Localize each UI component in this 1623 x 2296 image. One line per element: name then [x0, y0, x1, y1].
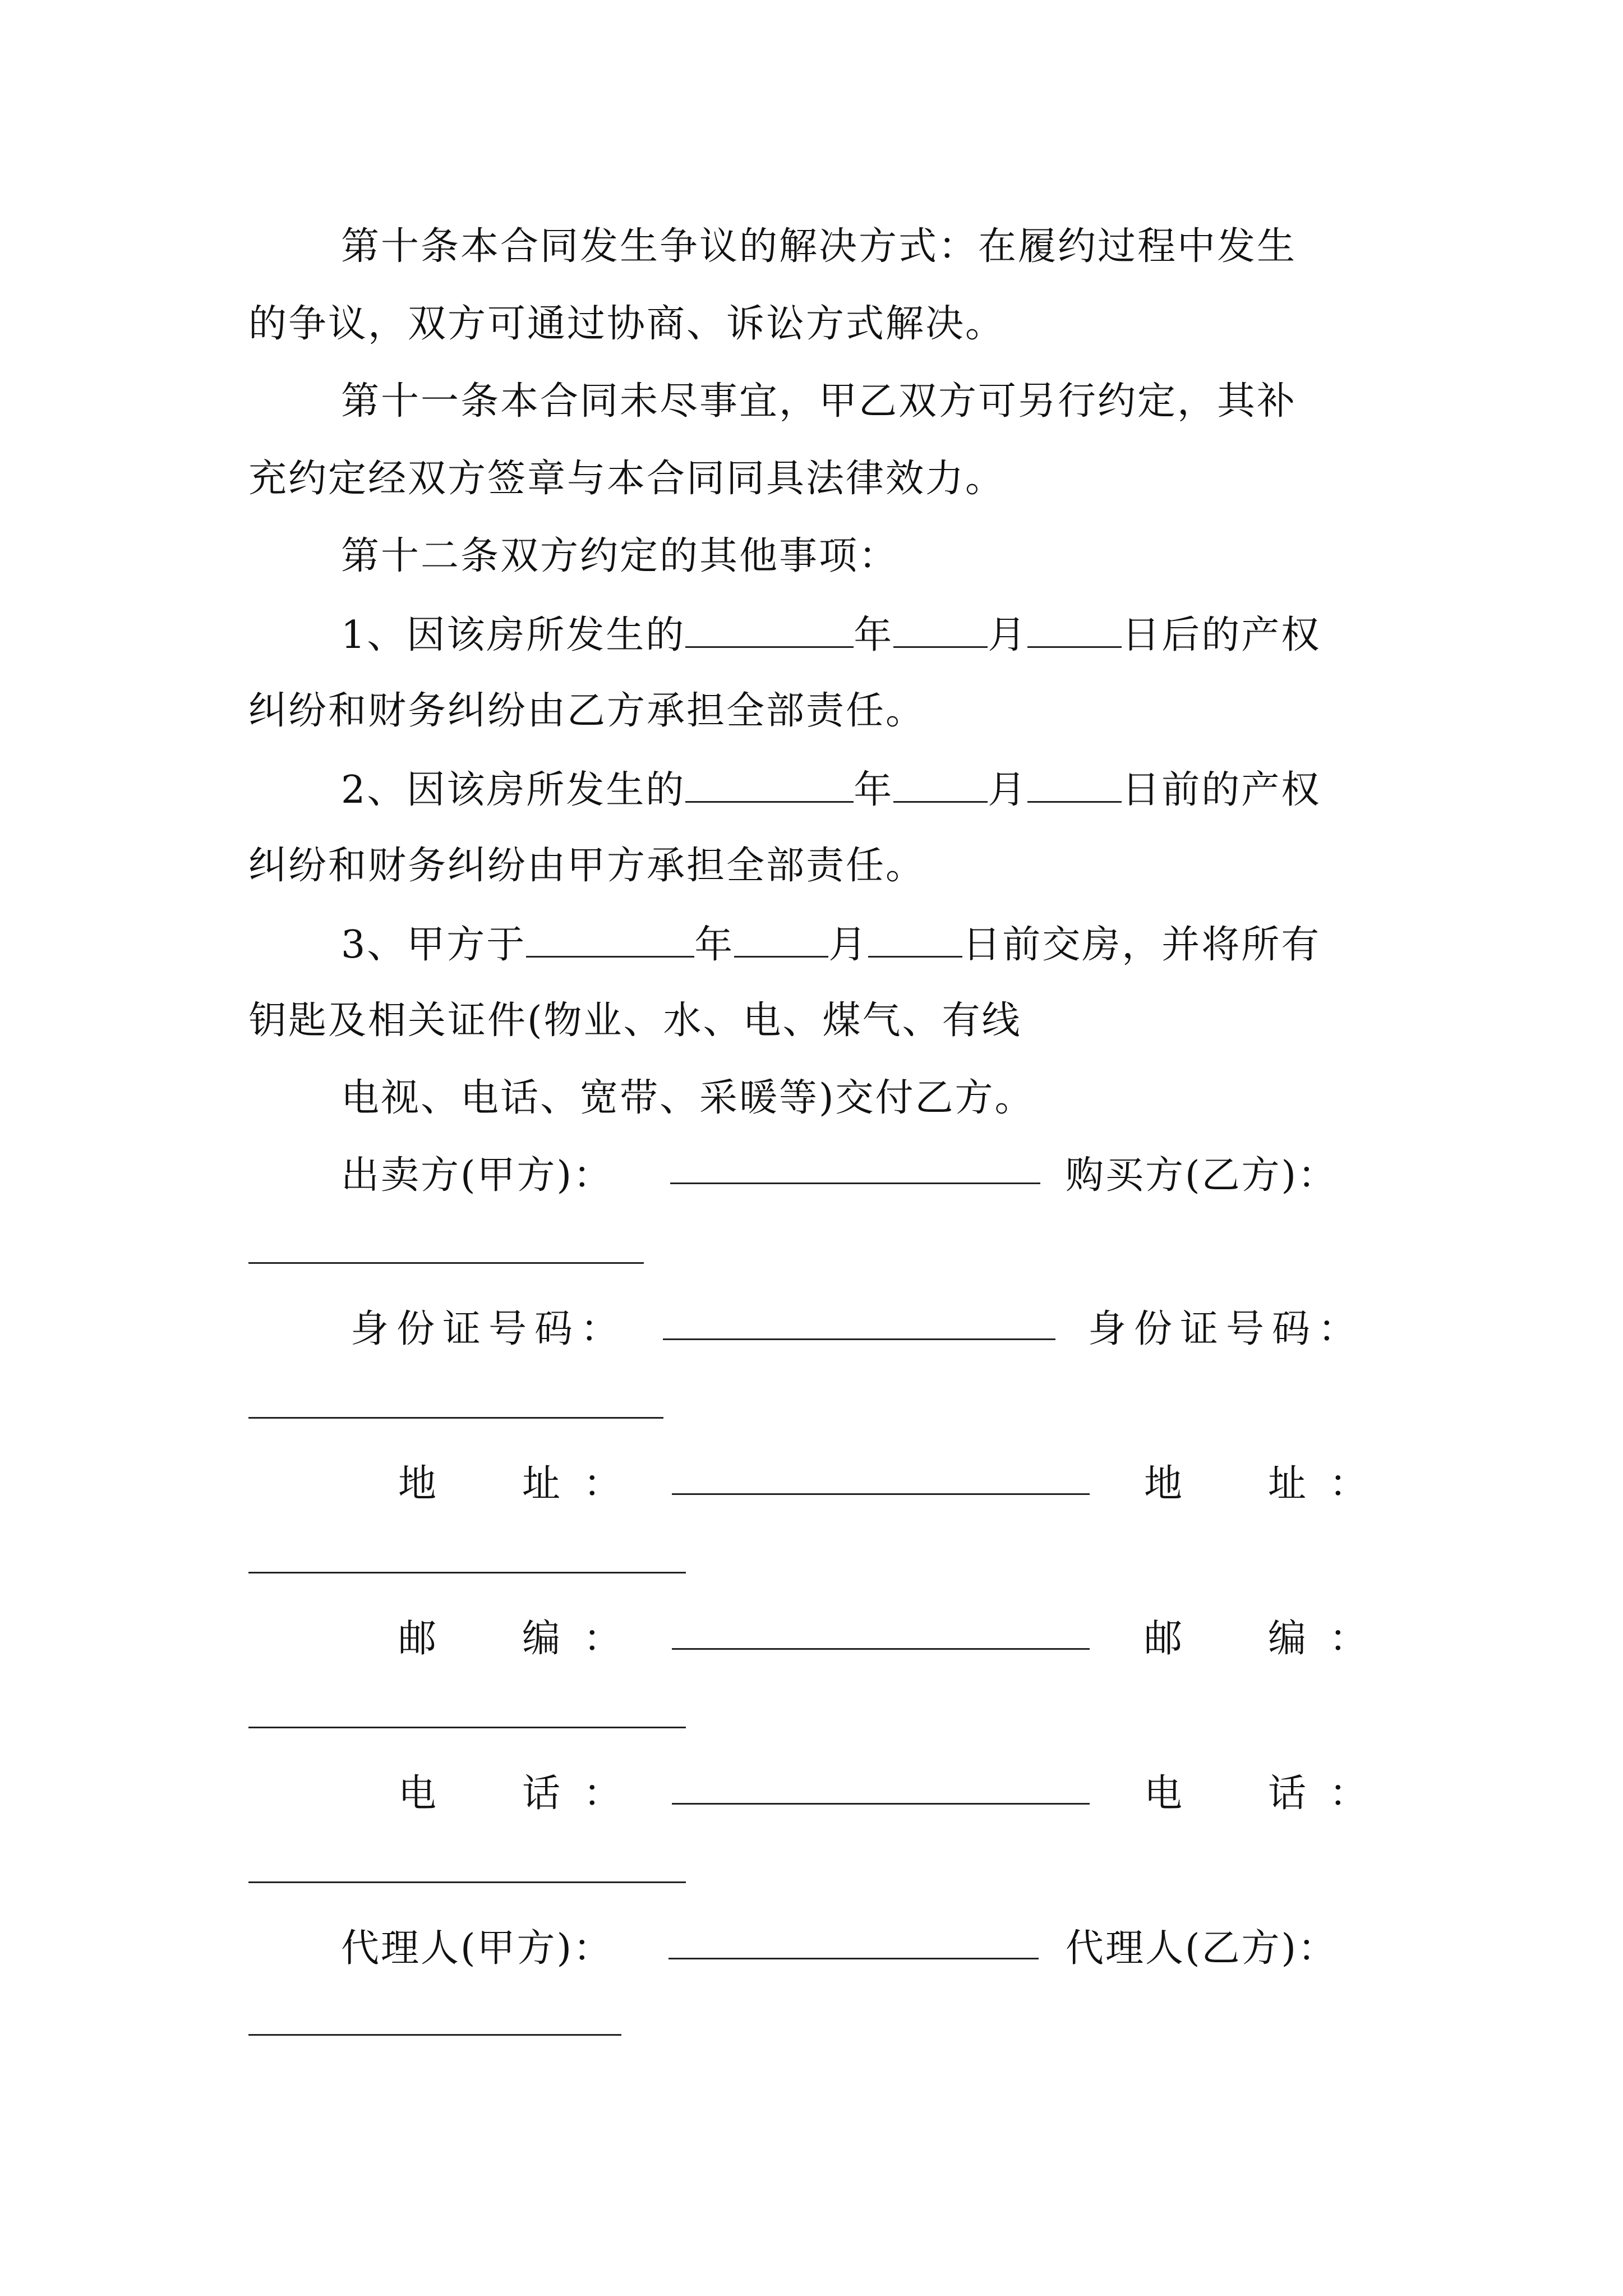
clause-11-line-1: 第十一条本合同未尽事宜，甲乙双方可另行约定，其补 [341, 379, 1297, 424]
item-3-month-label: 月 [828, 923, 869, 967]
postcode-label-right [1144, 1617, 1369, 1662]
clause-11-line-2: 充约定经双方签章与本合同同具法律效力。 [248, 457, 1006, 501]
buyer-signature-line [248, 1262, 644, 1264]
phone-char-2-left: 话 [522, 1772, 562, 1816]
address-label-left [398, 1462, 623, 1507]
phone-colon-right: ： [1329, 1772, 1370, 1816]
id-number-line-right [248, 1417, 663, 1419]
agent-line-left [668, 1958, 1039, 1959]
phone-char-2-right: 话 [1268, 1772, 1308, 1816]
agent-label-right: 代理人(乙方)： [1066, 1926, 1338, 1971]
postcode-line-left [672, 1648, 1090, 1650]
postcode-line-right [248, 1727, 686, 1728]
item-2-day-blank [1027, 766, 1122, 803]
item-1-month-label: 月 [988, 613, 1028, 657]
postcode-colon-right: ： [1329, 1617, 1370, 1661]
item-2-line-1 [341, 766, 1321, 813]
postcode-label-left [398, 1617, 623, 1662]
clause-12-heading: 第十二条双方约定的其他事项： [341, 534, 899, 578]
item-1-year-blank [685, 611, 854, 648]
item-3-prefix: 3、甲方于 [341, 923, 527, 967]
item-3-month-blank [734, 921, 828, 958]
item-1-year-label: 年 [854, 613, 894, 657]
item-3-year-blank [526, 921, 694, 958]
phone-label-left [398, 1772, 623, 1816]
id-number-line-left [663, 1338, 1055, 1340]
buyer-label: 购买方(乙方)： [1066, 1153, 1338, 1198]
address-line-left [672, 1493, 1090, 1495]
item-3-line-2: 钥匙及相关证件(物业、水、电、煤气、有线 [248, 999, 1022, 1043]
agent-label-left: 代理人(甲方)： [341, 1926, 614, 1971]
item-1-day-blank [1027, 611, 1122, 648]
item-3-year-label: 年 [694, 923, 735, 967]
item-2-month-label: 月 [988, 768, 1028, 812]
item-1-day-suffix: 日后的产权 [1122, 613, 1321, 657]
address-char-2-left: 址 [522, 1462, 562, 1506]
item-2-prefix: 2、因该房所发生的 [341, 768, 686, 812]
item-1-prefix: 1、因该房所发生的 [341, 613, 686, 657]
address-char-1-left: 地 [398, 1462, 439, 1506]
phone-char-1-right: 电 [1144, 1772, 1184, 1816]
phone-label-right [1144, 1772, 1369, 1816]
item-1-line-1 [341, 611, 1321, 658]
address-colon-right: ： [1329, 1462, 1370, 1506]
item-3-line-1 [341, 921, 1321, 968]
id-number-label-left: 身份证号码： [351, 1307, 627, 1351]
clause-10-line-1: 第十条本合同发生争议的解决方式：在履约过程中发生 [341, 224, 1297, 269]
item-3-line-3: 电视、电话、宽带、采暖等)交付乙方。 [341, 1076, 1035, 1120]
clause-10-line-2: 的争议，双方可通过协商、诉讼方式解决。 [248, 302, 1006, 346]
postcode-char-2-left: 编 [522, 1617, 562, 1661]
address-colon-left: ： [583, 1462, 624, 1506]
address-line-right [248, 1572, 686, 1573]
address-char-2-right: 址 [1268, 1462, 1308, 1506]
phone-char-1-left: 电 [398, 1772, 439, 1816]
phone-line-left [672, 1803, 1090, 1805]
item-2-month-blank [893, 766, 988, 803]
phone-colon-left: ： [583, 1772, 624, 1816]
phone-line-right [248, 1881, 686, 1883]
postcode-char-1-right: 邮 [1144, 1617, 1184, 1661]
postcode-char-2-right: 编 [1268, 1617, 1308, 1661]
item-1-line-2: 纠纷和财务纠纷由乙方承担全部责任。 [248, 689, 926, 733]
postcode-char-1-left: 邮 [398, 1617, 439, 1661]
item-2-year-label: 年 [854, 768, 894, 812]
seller-label: 出卖方(甲方)： [341, 1153, 614, 1198]
item-1-month-blank [893, 611, 988, 648]
item-3-day-suffix: 日前交房，并将所有 [962, 923, 1321, 967]
item-2-year-blank [685, 766, 854, 803]
item-2-day-suffix: 日前的产权 [1122, 768, 1321, 812]
address-char-1-right: 地 [1144, 1462, 1184, 1506]
item-2-line-2: 纠纷和财务纠纷由甲方承担全部责任。 [248, 844, 926, 888]
postcode-colon-left: ： [583, 1617, 624, 1661]
seller-signature-line [670, 1182, 1040, 1184]
id-number-label-right: 身份证号码： [1088, 1307, 1364, 1351]
agent-line-right [248, 2034, 621, 2036]
address-label-right [1144, 1462, 1369, 1507]
item-3-day-blank [868, 921, 962, 958]
